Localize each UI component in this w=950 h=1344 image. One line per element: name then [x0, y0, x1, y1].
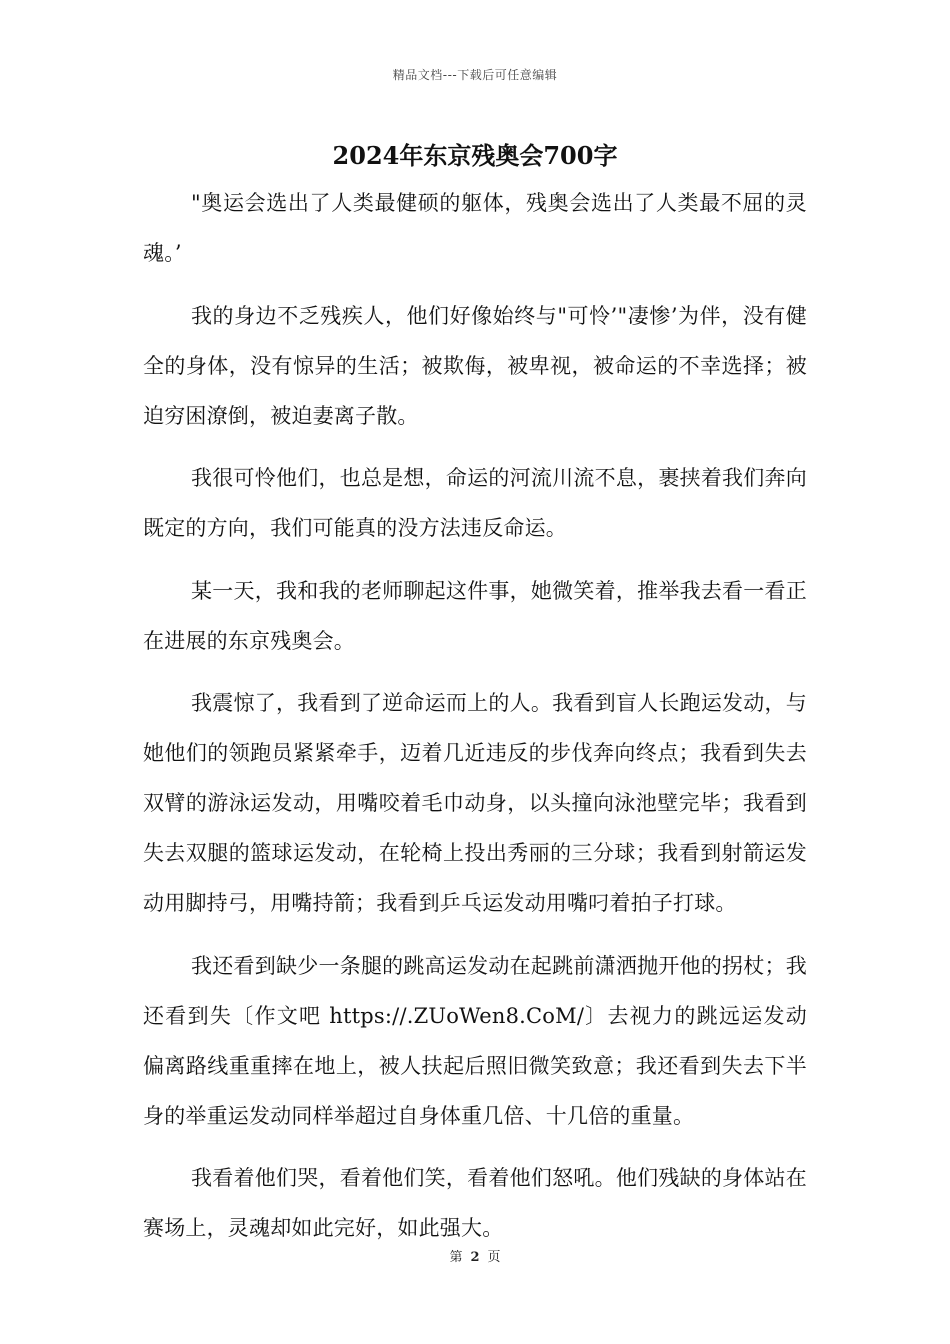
page-footer [0, 1246, 950, 1265]
paragraph: 我震惊了，我看到了逆命运而上的人。我看到盲人长跑运发动，与她他们的领跑员紧紧牵手，迈着几近违反的步伐奔向终点；我看到失去双臂的游泳运发动，用嘴咬着毛巾动身，以头撞向泳池壁完毕；我看到失去双腿的篮球运发动，在轮椅上投出秀丽的三分球；我看到射箭运发动用脚持弓，用嘴持箭；我看到乒乓运发动用嘴叼着拍子打球。 [143, 691, 807, 915]
paragraph: 某一天，我和我的老师聊起这件事，她微笑着，推举我去看一看正在进展的东京残奥会。 [143, 578, 807, 653]
paragraph: "奥运会选出了人类最健硕的躯体，残奥会选出了人类最不屈的灵魂。’ [143, 191, 807, 265]
document-title: 2024年东京残奥会700字 [332, 141, 618, 170]
page-number-prefix: 第 [449, 1250, 463, 1265]
paragraph: 我还看到缺少一条腿的跳高运发动在起跳前潇洒抛开他的拐杖；我还看到失〔作文吧 https://.ZUoWen8.CoM/〕去视力的跳远运发动偏离路线重重摔在地上，被人扶起后照旧微笑致意；我还看到失去下半身的举重运发动同样举超过自身体重几倍、十几倍的重量。 [143, 953, 807, 1128]
paragraph: 我很可怜他们，也总是想，命运的河流川流不息，裹挟着我们奔向既定的方向，我们可能真的没方法违反命运。 [143, 466, 807, 540]
paragraph: 我看着他们哭，看着他们笑，看着他们怒吼。他们残缺的身体站在赛场上，灵魂却如此完好，如此强大。 [143, 1166, 807, 1240]
page-number-suffix: 页 [487, 1250, 501, 1265]
document-body [143, 178, 807, 1266]
page-number: 2 [470, 1250, 480, 1265]
page-header: 精品文档---下载后可任意编辑 [392, 68, 558, 82]
paragraph: 我的身边不乏残疾人，他们好像始终与"可怜’"凄惨’为伴，没有健全的身体，没有惊异的生活；被欺侮，被卑视，被命运的不幸选择；被迫穷困潦倒，被迫妻离子散。 [143, 303, 807, 428]
